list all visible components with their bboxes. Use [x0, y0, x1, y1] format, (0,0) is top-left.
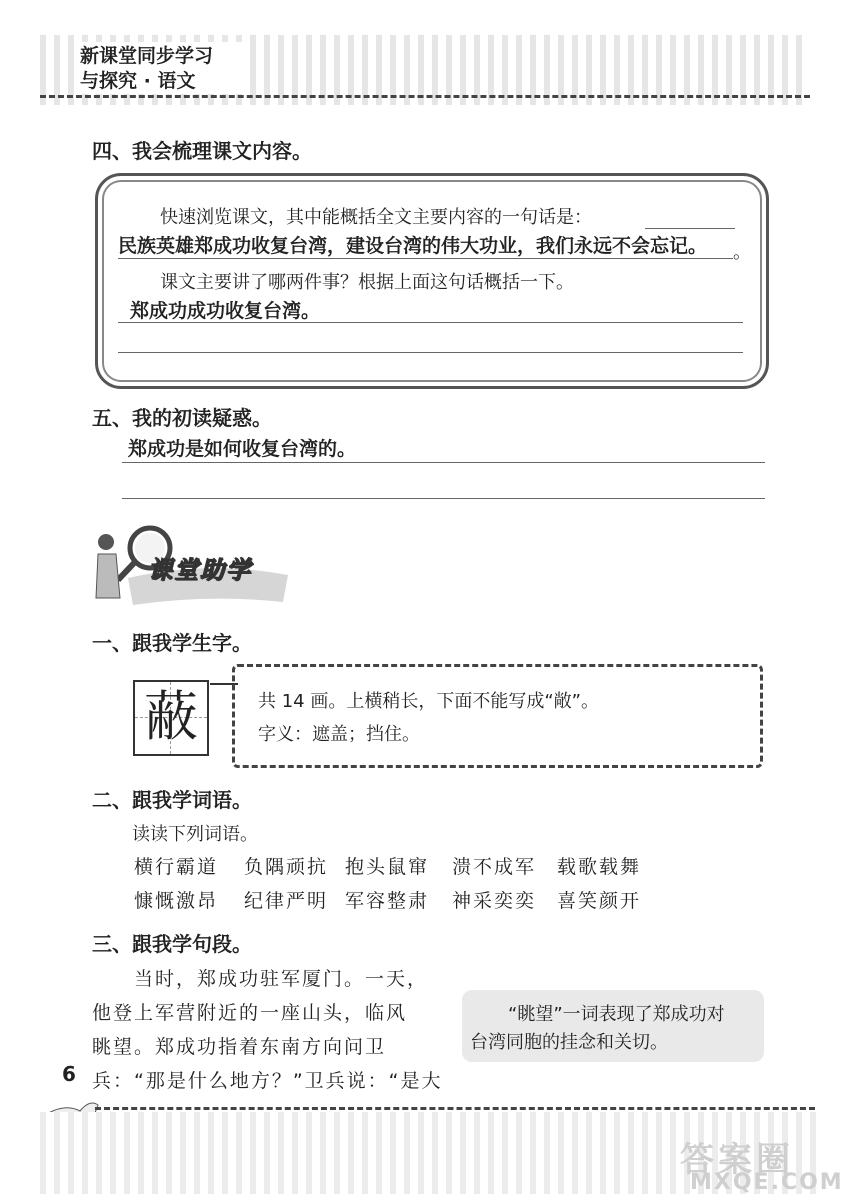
word-item: 喜笑颜开 — [557, 890, 642, 912]
watermark-url: MXQE.COM — [690, 1170, 844, 1195]
featured-character: 蔽 — [144, 685, 198, 748]
section-5-title: 五、我的初读疑惑。 — [92, 406, 272, 430]
watermark-logo: 答案圈 — [680, 1140, 794, 1180]
banner-title: 课堂助学 — [148, 556, 252, 584]
word-item: 神采奕奕 — [452, 890, 537, 912]
character-grid — [133, 680, 209, 756]
header-dash-divider — [40, 95, 810, 98]
words-intro: 读读下列词语。 — [132, 824, 258, 845]
word-item: 纪律严明 — [244, 890, 329, 912]
word-item: 抱头鼠窜 — [345, 856, 430, 878]
header-title-line2: 与探究 · 语文 — [80, 70, 196, 92]
answer-line — [122, 498, 765, 499]
word-item: 溃不成军 — [452, 856, 537, 878]
answer-line — [118, 258, 733, 259]
passage-line: 当时，郑成功驻军厦门。一天， — [134, 968, 429, 990]
page-number: 6 — [62, 1062, 76, 1086]
footer-dash-divider — [95, 1107, 815, 1110]
annotation-note — [462, 990, 764, 1062]
word-item: 慷慨激昂 — [134, 890, 219, 912]
classroom-section-2-title: 二、跟我学词语。 — [92, 788, 252, 812]
passage-line: 眺望。郑成功指着东南方向问卫 — [92, 1036, 387, 1058]
answer-line — [118, 352, 743, 353]
word-item: 军容整肃 — [345, 890, 430, 912]
section-4-answer-2: 郑成功成功收复台湾。 — [130, 300, 321, 322]
word-item: 负隅顽抗 — [244, 856, 329, 878]
classroom-section-1-title: 一、跟我学生字。 — [92, 631, 252, 655]
header-title-line1: 新课堂同步学习 — [80, 45, 214, 67]
answer-line — [118, 322, 743, 323]
character-note-2: 字义：遮盖；挡住。 — [258, 724, 420, 745]
answer-line — [645, 228, 735, 229]
header-title-box — [80, 42, 245, 94]
character-note-1: 共 14 画。上横稍长，下面不能写成“敞”。 — [258, 691, 599, 712]
section-4-question-1: 快速浏览课文，其中能概括全文主要内容的一句话是： — [160, 207, 592, 228]
annotation-line-1: “眺望”一词表现了郑成功对 — [508, 1004, 725, 1025]
classroom-section-3-title: 三、跟我学句段。 — [92, 932, 252, 956]
passage-line: 兵：“那是什么地方？”卫兵说：“是大 — [92, 1070, 443, 1092]
section-4-question-2: 课文主要讲了哪两件事？根据上面这句话概括一下。 — [160, 272, 574, 293]
character-note-box — [232, 664, 763, 768]
section-5-answer: 郑成功是如何收复台湾的。 — [128, 438, 357, 460]
section-4-title: 四、我会梳理课文内容。 — [92, 139, 312, 163]
answer-line — [122, 462, 765, 463]
passage-line: 他登上军营附近的一座山头，临风 — [92, 1002, 408, 1024]
annotation-line-2: 台湾同胞的挂念和关切。 — [470, 1032, 668, 1053]
section-4-answer-1: 民族英雄郑成功收复台湾，建设台湾的伟大功业，我们永远不会忘记。 — [118, 235, 708, 257]
section-4-end-mark: 。 — [733, 242, 751, 263]
word-item: 载歌载舞 — [557, 856, 642, 878]
word-item: 横行霸道 — [134, 856, 219, 878]
